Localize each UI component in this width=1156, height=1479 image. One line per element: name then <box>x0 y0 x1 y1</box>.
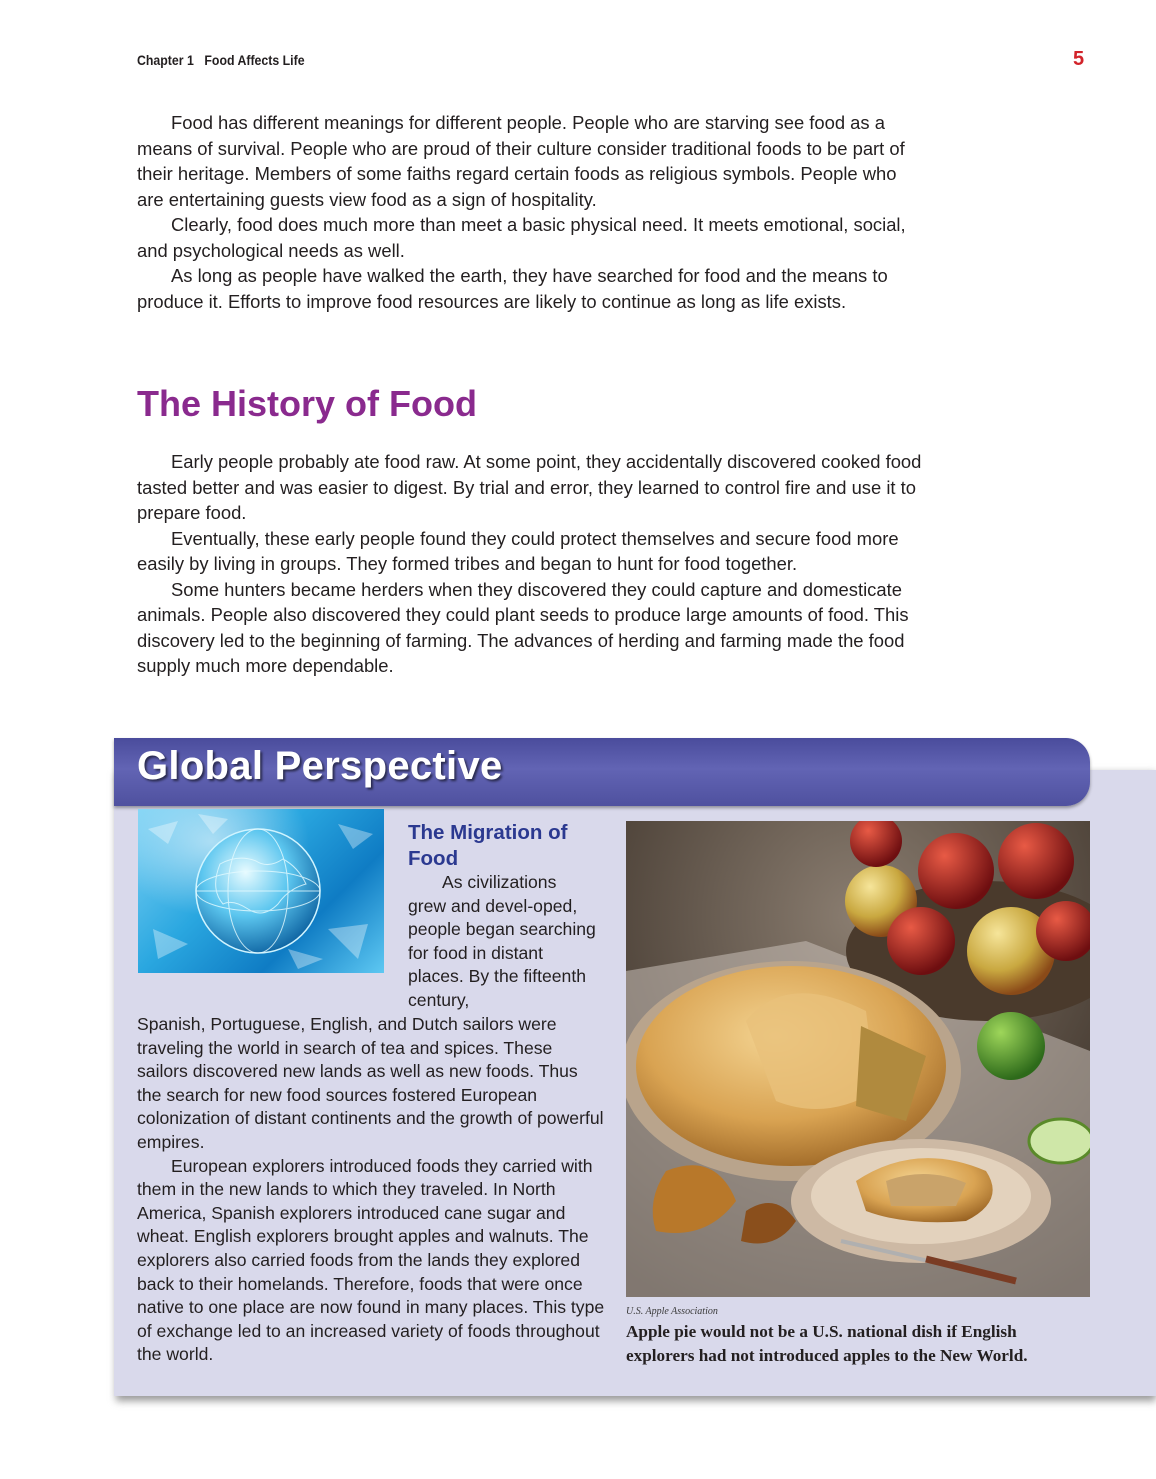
chapter-label: Chapter 1 <box>137 52 194 68</box>
globe-illustration <box>138 809 384 973</box>
feature-banner-title: Global Perspective <box>137 744 503 788</box>
apple-pie-illustration <box>626 821 1090 1297</box>
paragraph: Eventually, these early people found they could protect themselves and secure food more easily by living in groups. They formed tribes and began to hunt for food together. <box>137 527 899 574</box>
feature-subheading: The Migration of Food <box>408 821 568 870</box>
paragraph: Some hunters became herders when they discovered they could capture and domesticate animals. People also discovered they could plant seeds to produce large amounts of food. This discovery led to the beginning of farming. The advances of herding and farming made the food supply much more dependable. <box>137 578 909 676</box>
paragraph: Clearly, food does much more than meet a basic physical need. It meets emotional, social, and psychological needs as well. <box>137 214 906 261</box>
paragraph: As long as people have walked the earth, they have searched for food and the means to produce it. Efforts to improve food resources are likely to continue as long as life exists. <box>137 265 888 312</box>
paragraph: Early people probably ate food raw. At some point, they accidentally discovered cooked food tasted better and was easier to digest. By trial and error, they learned to control fire and use it to prepare food. <box>137 451 922 523</box>
feature-text-narrow <box>408 871 598 1013</box>
globe-image <box>138 809 384 973</box>
history-text <box>137 449 922 679</box>
running-head <box>137 52 305 68</box>
feature-text-wide <box>137 1013 607 1367</box>
paragraph: As civilizations grew and devel-oped, people began searching for food in distant places. By the fifteenth century, <box>408 872 596 1010</box>
photo-caption: Apple pie would not be a U.S. national dish if English explorers had not introduced apples to the New World. <box>626 1322 1028 1365</box>
paragraph: Food has different meanings for different people. People who are starving see food as a means of survival. People who are proud of their culture consider traditional foods to be part of their heritage. Members of some faiths regard certain foods as religious symbols. People who are entertaining guests view food as a sign of hospitality. <box>137 112 905 210</box>
page-number: 5 <box>1073 48 1085 70</box>
paragraph: Spanish, Portuguese, English, and Dutch sailors were traveling the world in search of tea and spices. These sailors discovered new lands as well as new foods. Thus the search for new food sources fostered European colonization of distant continents and the growth of powerful empires. <box>137 1014 604 1152</box>
chapter-title: Food Affects Life <box>204 52 305 68</box>
section-heading: The History of Food <box>137 383 477 424</box>
photo-credit: U.S. Apple Association <box>626 1306 718 1317</box>
apple-pie-photo <box>626 821 1090 1297</box>
paragraph: European explorers introduced foods they carried with them in the new lands to which they traveled. In North America, Spanish explorers introduced cane sugar and wheat. English explorers brought apples and walnuts. The explorers also carried foods from the lands they explored back to their homelands. Therefore, foods that were once native to one place are now found in many places. This type of exchange led to an increased variety of foods throughout the world. <box>137 1155 605 1365</box>
intro-text <box>137 110 922 314</box>
